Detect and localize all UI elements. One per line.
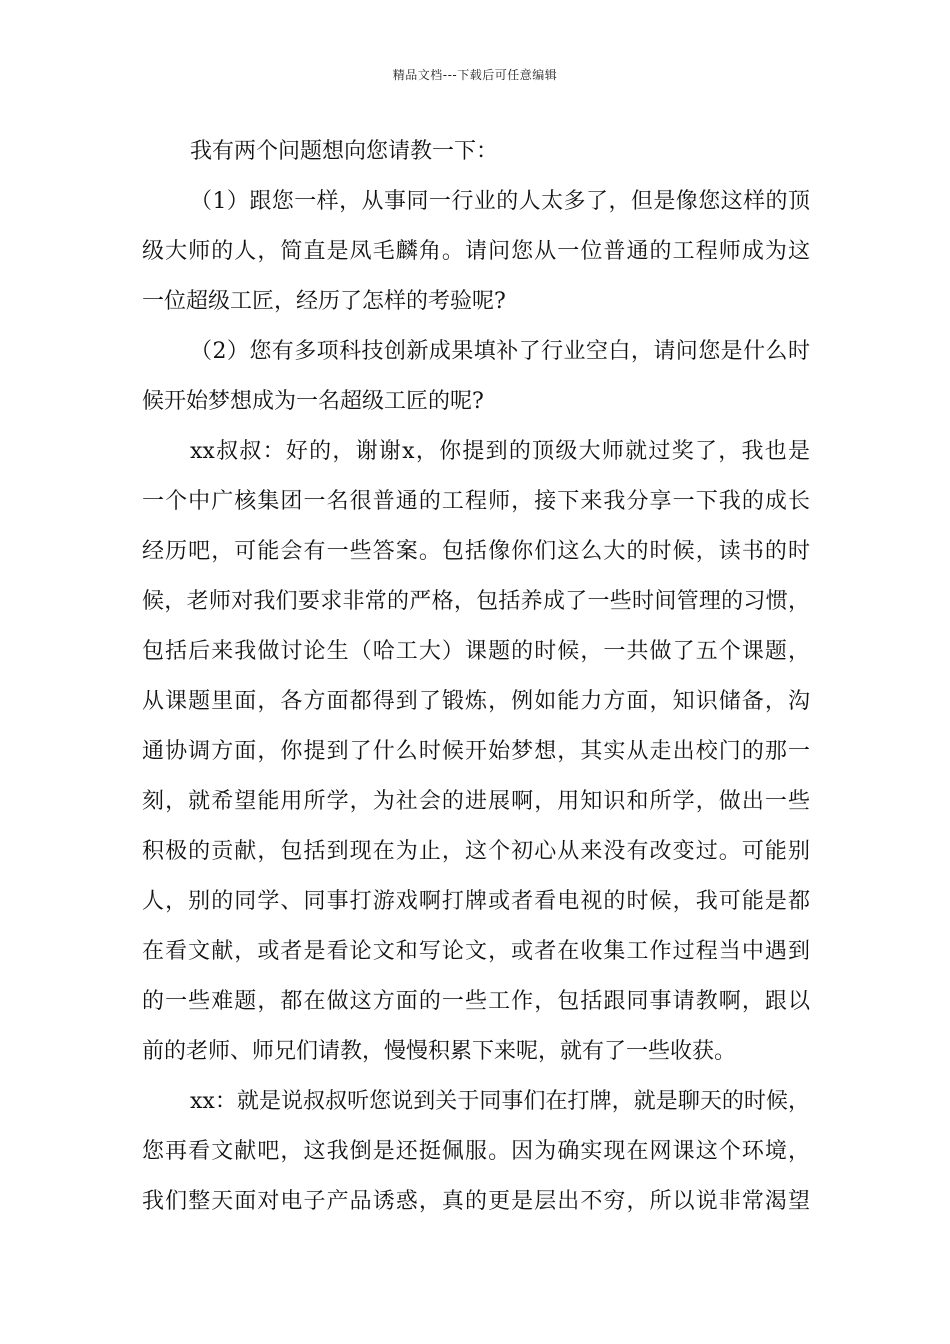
paragraph-line: 候，老师对我们要求非常的严格，包括养成了一些时间管理的习惯， [142,589,810,614]
paragraph-line: 级大师的人，简直是凤毛麟角。请问您从一位普通的工程师成为这 [142,239,810,264]
paragraph-line: 前的老师、师兄们请教，慢慢积累下来呢，就有了一些收获。 [142,1039,737,1064]
paragraph-line: 从课题里面，各方面都得到了锻炼，例如能力方面，知识储备，沟 [142,689,810,714]
paragraph-line: 一个中广核集团一名很普通的工程师，接下来我分享一下我的成长 [142,489,810,514]
paragraph-line: 在看文献，或者是看论文和写论文，或者在收集工作过程当中遇到 [142,939,810,964]
paragraph-line: 候开始梦想成为一名超级工匠的呢? [142,389,484,414]
page-header: 精品文档---下载后可任意编辑 [392,68,558,82]
paragraph-line: 的一些难题，都在做这方面的一些工作，包括跟同事请教啊，跟以 [142,989,810,1014]
paragraph-line: （1）跟您一样，从事同一行业的人太多了，但是像您这样的顶 [190,189,810,214]
body-text [142,127,810,1227]
paragraph-line: 经历吧，可能会有一些答案。包括像你们这么大的时候，读书的时 [142,539,810,564]
paragraph-line: 人，别的同学、同事打游戏啊打牌或者看电视的时候，我可能是都 [142,889,810,914]
paragraph-line: xx：就是说叔叔听您说到关于同事们在打牌，就是聊天的时候， [190,1089,810,1114]
paragraph-line: 一位超级工匠，经历了怎样的考验呢? [142,289,506,314]
paragraph-line: 积极的贡献，包括到现在为止，这个初心从来没有改变过。可能别 [142,839,810,864]
paragraph-line: （2）您有多项科技创新成果填补了行业空白，请问您是什么时 [190,339,810,364]
paragraph-line: xx叔叔：好的，谢谢x，你提到的顶级大师就过奖了，我也是 [190,439,810,464]
paragraph-line: 我有两个问题想向您请教一下： [190,139,499,164]
paragraph-line: 通协调方面，你提到了什么时候开始梦想，其实从走出校门的那一 [142,739,810,764]
paragraph-line: 包括后来我做讨论生（哈工大）课题的时候，一共做了五个课题， [142,639,810,664]
paragraph-line: 我们整天面对电子产品诱惑，真的更是层出不穷，所以说非常渴望 [142,1189,810,1214]
paragraph-line: 您再看文献吧，这我倒是还挺佩服。因为确实现在网课这个环境， [142,1139,810,1164]
paragraph-line: 刻，就希望能用所学，为社会的进展啊，用知识和所学，做出一些 [142,789,810,814]
